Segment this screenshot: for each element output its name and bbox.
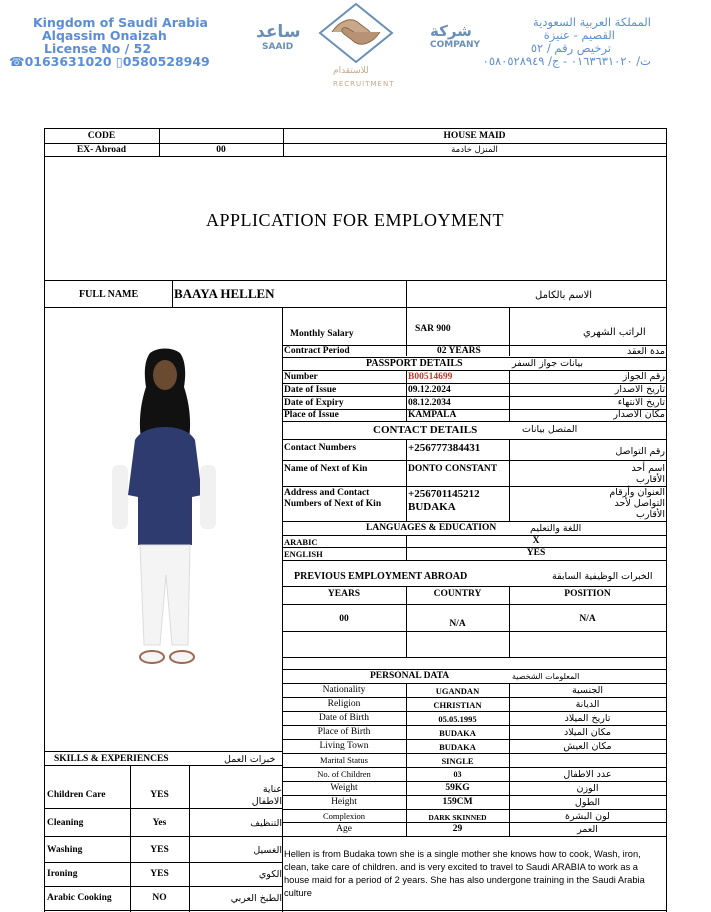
grid-line	[406, 280, 407, 307]
kin-name-ar-2: الأقارب	[635, 474, 665, 485]
job-title-en: HOUSE MAID	[443, 131, 506, 141]
grid-line	[282, 669, 667, 670]
grid-line	[282, 586, 667, 587]
employment-position: N/A	[579, 614, 596, 624]
handshake-logo-icon	[318, 2, 394, 64]
employment-years: 00	[339, 614, 349, 624]
grid-line	[406, 370, 407, 421]
passport-number-value: B00514699	[408, 372, 453, 382]
living-town-value: BUDAKA	[439, 742, 476, 752]
page-title: APPLICATION FOR EMPLOYMENT	[205, 210, 505, 230]
marital-status-label: Marital Status	[320, 755, 368, 765]
code-value: EX- Abroad	[76, 145, 127, 155]
kin-address-value-1: +256701145212	[408, 488, 480, 500]
employment-col-position: POSITION	[564, 589, 611, 599]
salary-value: SAR 900	[415, 324, 451, 334]
grid-line	[282, 739, 667, 740]
kin-name-ar-1: اسم أحد	[631, 463, 665, 474]
employment-country: N/A	[449, 619, 466, 629]
language-arabic-label: ARABIC	[284, 537, 318, 547]
passport-expiry-label: Date of Expiry	[284, 398, 344, 408]
skill-arabic-cooking-value: NO	[152, 893, 167, 903]
full-name-ar: الاسم بالكامل	[535, 290, 593, 301]
grid-line	[282, 460, 667, 461]
living-town-label: Living Town	[319, 741, 369, 751]
grid-line	[282, 767, 667, 768]
kin-name-value: DONTO CONSTANT	[408, 464, 498, 474]
header-en-line4: ☎0163631020 ▯0580528949	[9, 54, 210, 69]
skill-washing-value: YES	[150, 845, 169, 855]
code-number: 00	[216, 145, 226, 155]
age-label: Age	[336, 824, 352, 834]
grid-line	[282, 725, 667, 726]
skills-heading-ar: خبرات العمل	[224, 754, 276, 765]
bio-line4: culture	[284, 888, 312, 898]
passport-place-value: KAMPALA	[408, 410, 457, 420]
skill-children-care-label: Children Care	[47, 790, 106, 800]
nationality-ar: الجنسية	[572, 685, 603, 696]
passport-expiry-ar: تاريخ الانتهاء	[617, 397, 665, 408]
grid-line	[282, 795, 667, 796]
kin-address-label-2: Numbers of Next of Kin	[284, 499, 382, 509]
grid-line	[44, 143, 667, 144]
grid-line	[44, 280, 667, 281]
grid-line	[509, 307, 510, 356]
skill-cleaning-label: Cleaning	[47, 818, 84, 828]
weight-value: 59KG	[445, 783, 470, 793]
salary-label: Monthly Salary	[290, 329, 354, 339]
birthplace-label: Place of Birth	[317, 727, 371, 737]
contact-numbers-label: Contact Numbers	[284, 443, 357, 453]
logo-left-ar: ساعد	[256, 22, 301, 42]
employment-heading: PREVIOUS EMPLOYMENT ABROAD	[294, 571, 468, 582]
grid-line	[44, 862, 282, 863]
passport-place-label: Place of Issue	[284, 410, 339, 420]
grid-line	[44, 307, 667, 308]
languages-heading-ar: اللغة والتعليم	[530, 523, 582, 534]
passport-heading-ar: بيانات جواز السفر	[512, 358, 583, 369]
bio-line3: house maid for a period of 2 years. She has also undergone training in the Saudi Arabia	[284, 875, 645, 885]
job-title-ar: المنزل خادمة	[451, 145, 498, 155]
grid-line	[44, 751, 282, 752]
grid-line	[44, 128, 45, 912]
nationality-label: Nationality	[322, 685, 366, 695]
skill-cleaning-value: Yes	[152, 818, 167, 828]
skill-arabic-cooking-ar: الطبخ العربي	[230, 893, 282, 904]
kin-address-label-1: Address and Contact	[284, 488, 370, 498]
grid-line	[282, 711, 667, 712]
skill-children-care-value: YES	[150, 790, 169, 800]
contact-heading: CONTACT DETAILS	[373, 424, 478, 436]
contract-period-value: 02 YEARS	[437, 346, 481, 356]
languages-heading: LANGUAGES & EDUCATION	[366, 523, 497, 533]
language-arabic-value: X	[532, 536, 540, 546]
religion-label: Religion	[327, 699, 361, 709]
skill-washing-ar: الغسيل	[253, 845, 282, 856]
kin-address-ar-1: العنوان وأرقام	[609, 487, 665, 498]
grid-line	[44, 128, 667, 129]
complexion-ar: لون البشرة	[565, 811, 610, 822]
grid-line	[282, 753, 667, 754]
header-en-line2: Alqassim Onaizah	[42, 28, 167, 43]
passport-issue-value: 09.12.2024	[408, 385, 451, 395]
logo-sub-en: RECRUITMENT	[333, 80, 395, 88]
employment-heading-ar: الخبرات الوظيفية السابقة	[552, 571, 653, 582]
grid-line	[282, 439, 667, 440]
religion-ar: الديانة	[575, 699, 600, 710]
full-name-label: FULL NAME	[79, 289, 139, 300]
height-label: Height	[331, 797, 357, 807]
weight-label: Weight	[330, 783, 358, 793]
grid-line	[282, 560, 667, 561]
grid-line	[172, 280, 173, 307]
passport-place-ar: مكان الاصدار	[613, 409, 665, 420]
grid-line	[282, 521, 667, 522]
religion-value: CHRISTIAN	[433, 700, 482, 710]
children-label: No. of Children	[317, 769, 371, 779]
age-ar: العمر	[577, 824, 598, 835]
kin-address-value-2: BUDAKA	[408, 501, 456, 513]
children-ar: عدد الاطفال	[563, 769, 612, 780]
bio-line2: clean, take care of children. and is very excited to travel to Saudi ARABIA to work as a	[284, 862, 638, 872]
passport-number-ar: رقم الجواز	[622, 371, 665, 382]
logo-left-en: SAAID	[262, 42, 294, 52]
grid-line	[44, 886, 282, 887]
nationality-value: UGANDAN	[435, 686, 480, 696]
grid-line	[282, 657, 667, 658]
grid-line	[282, 836, 667, 837]
complexion-value: DARK SKINNED	[428, 813, 487, 822]
language-english-value: YES	[526, 548, 546, 558]
full-name-value: BAAYA HELLEN	[174, 286, 275, 301]
grid-line	[509, 370, 510, 421]
kin-address-ar-2: التواصل لأحد	[614, 498, 665, 509]
height-value: 159CM	[442, 797, 473, 807]
header-en-line1: Kingdom of Saudi Arabia	[33, 15, 208, 30]
kin-name-label: Name of Next of Kin	[284, 464, 368, 474]
grid-line	[282, 357, 667, 358]
dob-label: Date of Birth	[318, 713, 370, 723]
grid-line	[282, 631, 667, 632]
grid-line	[282, 697, 667, 698]
birthplace-ar: مكان الميلاد	[563, 727, 612, 738]
skill-children-care-ar-2: الاطفال	[251, 796, 282, 807]
skill-arabic-cooking-label: Arabic Cooking	[47, 893, 112, 903]
grid-line	[282, 421, 667, 422]
header-ar-line3: ترخيص رقم / ٥٢	[530, 41, 611, 55]
grid-line	[44, 156, 667, 157]
kin-address-ar-3: الأقارب	[635, 509, 665, 520]
grid-line	[44, 836, 282, 837]
grid-line	[44, 765, 282, 766]
height-ar: الطول	[574, 797, 601, 808]
logo-right-en: COMPANY	[430, 40, 480, 50]
bio-line1: Hellen is from Budaka town she is a single mother she knows how to cook, Wash, iron,	[284, 849, 641, 859]
grid-line	[406, 307, 407, 356]
children-value: 03	[453, 770, 462, 779]
contact-numbers-value: +256777384431	[408, 442, 481, 454]
grid-line	[282, 683, 667, 684]
contract-period-ar: مدة العقد	[627, 346, 665, 357]
header-ar-line2: القصيم - عنيزة	[543, 28, 615, 42]
grid-line	[44, 808, 282, 809]
contact-heading-ar: المتصل بيانات	[522, 424, 578, 435]
passport-issue-ar: تاريخ الاصدار	[614, 384, 665, 395]
contact-numbers-ar: رقم التواصل	[615, 446, 665, 457]
header-ar-line4: ت/ ٠١٦٣٦٣١٠٢٠ - ج/ ٠٥٨٠٥٢٨٩٤٩	[482, 54, 651, 68]
skill-ironing-ar: الكوي	[258, 869, 282, 880]
employment-col-country: COUNTRY	[433, 589, 482, 599]
grid-line	[282, 604, 667, 605]
applicant-photo	[100, 345, 230, 675]
age-value: 29	[452, 824, 463, 834]
language-english-label: ENGLISH	[284, 549, 323, 559]
personal-heading-ar: المعلومات الشخصية	[512, 672, 580, 681]
contract-period-label: Contract Period	[284, 346, 350, 356]
skill-washing-label: Washing	[47, 845, 83, 855]
grid-line	[130, 765, 131, 912]
skill-cleaning-ar: التنظيف	[250, 818, 282, 829]
employment-col-years: YEARS	[327, 589, 361, 599]
marital-status-value: SINGLE	[441, 756, 474, 766]
salary-ar: الراتب الشهري	[583, 327, 646, 338]
skill-ironing-label: Ironing	[47, 869, 78, 879]
passport-issue-label: Date of Issue	[284, 385, 337, 395]
living-town-ar: مكان العيش	[563, 741, 612, 752]
grid-line	[282, 809, 667, 810]
code-label: CODE	[87, 131, 116, 141]
skill-children-care-ar-1: عناية	[262, 784, 282, 795]
grid-line	[44, 910, 667, 911]
skill-ironing-value: YES	[150, 869, 169, 879]
logo-sub-ar: للاستقدام	[333, 66, 369, 76]
birthplace-value: BUDAKA	[439, 728, 476, 738]
dob-value: 05.05.1995	[438, 714, 477, 724]
personal-heading: PERSONAL DATA	[370, 671, 450, 681]
passport-heading: PASSPORT DETAILS	[366, 358, 463, 369]
header-ar-line1: المملكة العربية السعودية	[533, 15, 651, 29]
passport-number-label: Number	[284, 372, 318, 382]
dob-ar: تاريخ الميلاد	[564, 713, 611, 724]
grid-line	[509, 439, 510, 521]
skills-heading: SKILLS & EXPERIENCES	[54, 754, 169, 764]
grid-line	[406, 439, 407, 521]
logo-right-ar: شركة	[430, 22, 472, 40]
header-en-line3: License No / 52	[44, 41, 152, 56]
passport-expiry-value: 08.12.2034	[408, 398, 451, 408]
weight-ar: الوزن	[576, 783, 599, 794]
grid-line	[282, 781, 667, 782]
complexion-label: Complexion	[322, 811, 366, 821]
